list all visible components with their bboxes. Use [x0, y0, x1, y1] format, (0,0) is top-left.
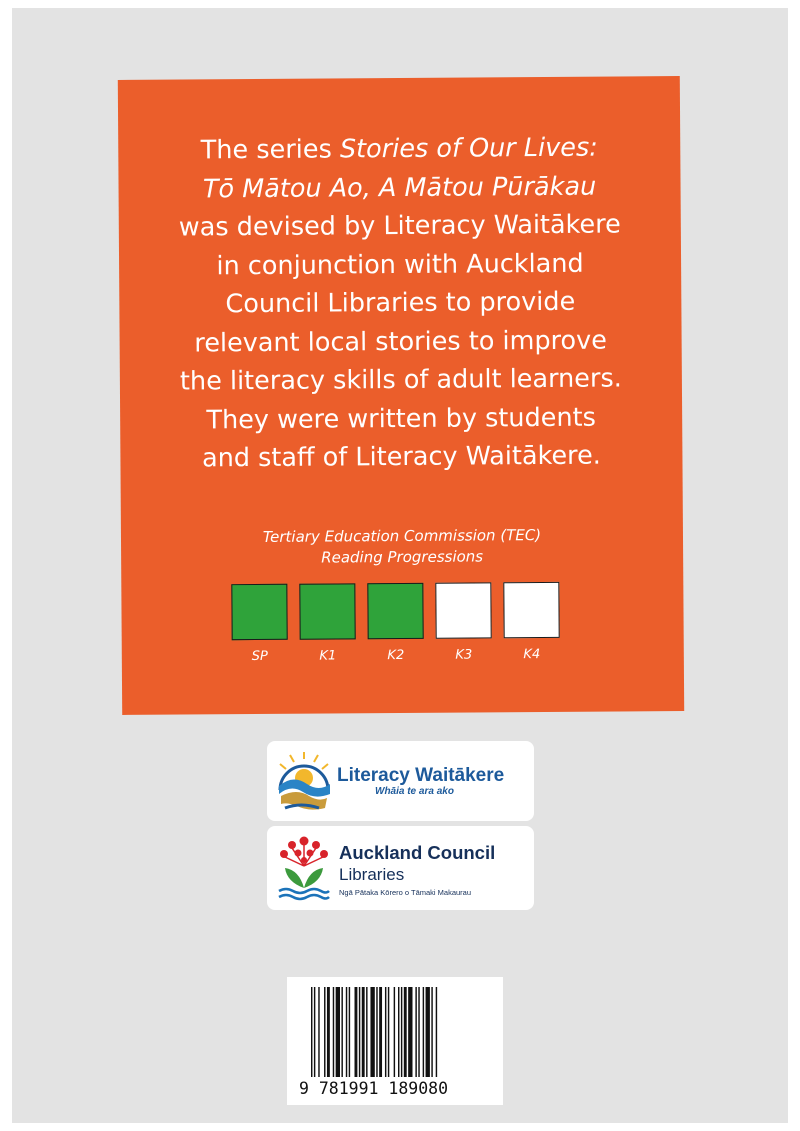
literacy-waitakere-emblem-icon — [275, 750, 333, 812]
barcode-bar — [318, 987, 319, 1077]
libraries-subtitle: Libraries — [339, 865, 405, 884]
blurb-line: in conjunction with Auckland — [216, 248, 584, 281]
tec-title: Tertiary Education Commission (TEC) — [262, 526, 542, 546]
barcode-bars — [311, 987, 485, 1077]
barcode-bar — [311, 987, 312, 1077]
level-label: SP — [251, 648, 268, 665]
barcode-bar — [346, 987, 347, 1077]
blurb-panel — [118, 76, 684, 715]
level-k4 — [503, 582, 560, 662]
level-box — [299, 583, 355, 639]
literacy-waitakere-tagline: Whāia te ara ako — [375, 786, 454, 797]
barcode-bar — [327, 987, 330, 1077]
level-k1 — [299, 583, 356, 663]
blurb-line: Tō Mātou Ao, A Mātou Pūrākau — [202, 171, 597, 204]
level-label: K2 — [387, 647, 405, 664]
barcode-bar — [423, 987, 424, 1077]
barcode-bar — [336, 987, 340, 1077]
blurb-line: The series Stories of Our Lives: — [200, 132, 598, 166]
level-label: K4 — [523, 647, 541, 663]
level-label: K1 — [319, 648, 337, 664]
barcode-bar — [349, 987, 350, 1077]
reading-progression-levels — [231, 582, 582, 674]
auckland-council-title: Auckland Council — [339, 842, 496, 863]
barcode-bar — [385, 987, 386, 1077]
barcode-bar — [366, 987, 367, 1077]
auckland-council-libraries-logo — [267, 826, 534, 910]
series-blurb — [118, 128, 682, 478]
barcode-bar — [431, 987, 432, 1077]
maori-name: Ngā Pātaka Kōrero o Tāmaki Makaurau — [339, 888, 472, 897]
literacy-waitakere-title: Literacy Waitākere — [337, 765, 505, 786]
barcode-bar — [333, 987, 334, 1077]
barcode-bar — [404, 987, 407, 1077]
barcode-bar — [398, 987, 399, 1077]
level-label: K3 — [455, 647, 473, 663]
tec-heading — [121, 524, 683, 570]
pohutukawa-emblem-icon — [277, 836, 331, 902]
blurb-line: the literacy skills of adult learners. — [179, 363, 622, 397]
tec-subtitle: Reading Progressions — [321, 547, 484, 567]
barcode-bar — [415, 987, 416, 1077]
barcode-bar — [388, 987, 389, 1077]
barcode-bar — [418, 987, 419, 1077]
barcode-bar — [314, 987, 315, 1077]
level-box — [435, 582, 491, 638]
barcode-bar — [362, 987, 365, 1077]
blurb-line: was devised by Literacy Waitākere — [178, 209, 621, 243]
barcode-bar — [394, 987, 395, 1077]
blurb-line: Council Libraries to provide — [225, 286, 576, 320]
barcode-bar — [379, 987, 382, 1077]
barcode-bar — [408, 987, 412, 1077]
level-k3 — [435, 582, 492, 662]
barcode-bar — [401, 987, 402, 1077]
level-box — [367, 583, 423, 639]
barcode — [287, 977, 503, 1105]
barcode-bar — [359, 987, 360, 1077]
blurb-line: relevant local stories to improve — [194, 325, 607, 358]
barcode-bar — [341, 987, 342, 1077]
barcode-bar — [355, 987, 358, 1077]
blurb-line: They were written by students — [206, 402, 596, 435]
level-box — [231, 584, 287, 640]
barcode-bar — [324, 987, 325, 1077]
level-box — [503, 582, 559, 638]
blurb-line: and staff of Literacy Waitākere. — [201, 440, 601, 474]
barcode-bar — [376, 987, 377, 1077]
barcode-bar — [426, 987, 430, 1077]
isbn-number: 9 781991 189080 — [299, 1079, 449, 1098]
level-sp — [231, 584, 288, 664]
barcode-bar — [436, 987, 437, 1077]
literacy-waitakere-logo — [267, 741, 534, 821]
level-k2 — [367, 583, 424, 663]
barcode-bar — [370, 987, 374, 1077]
